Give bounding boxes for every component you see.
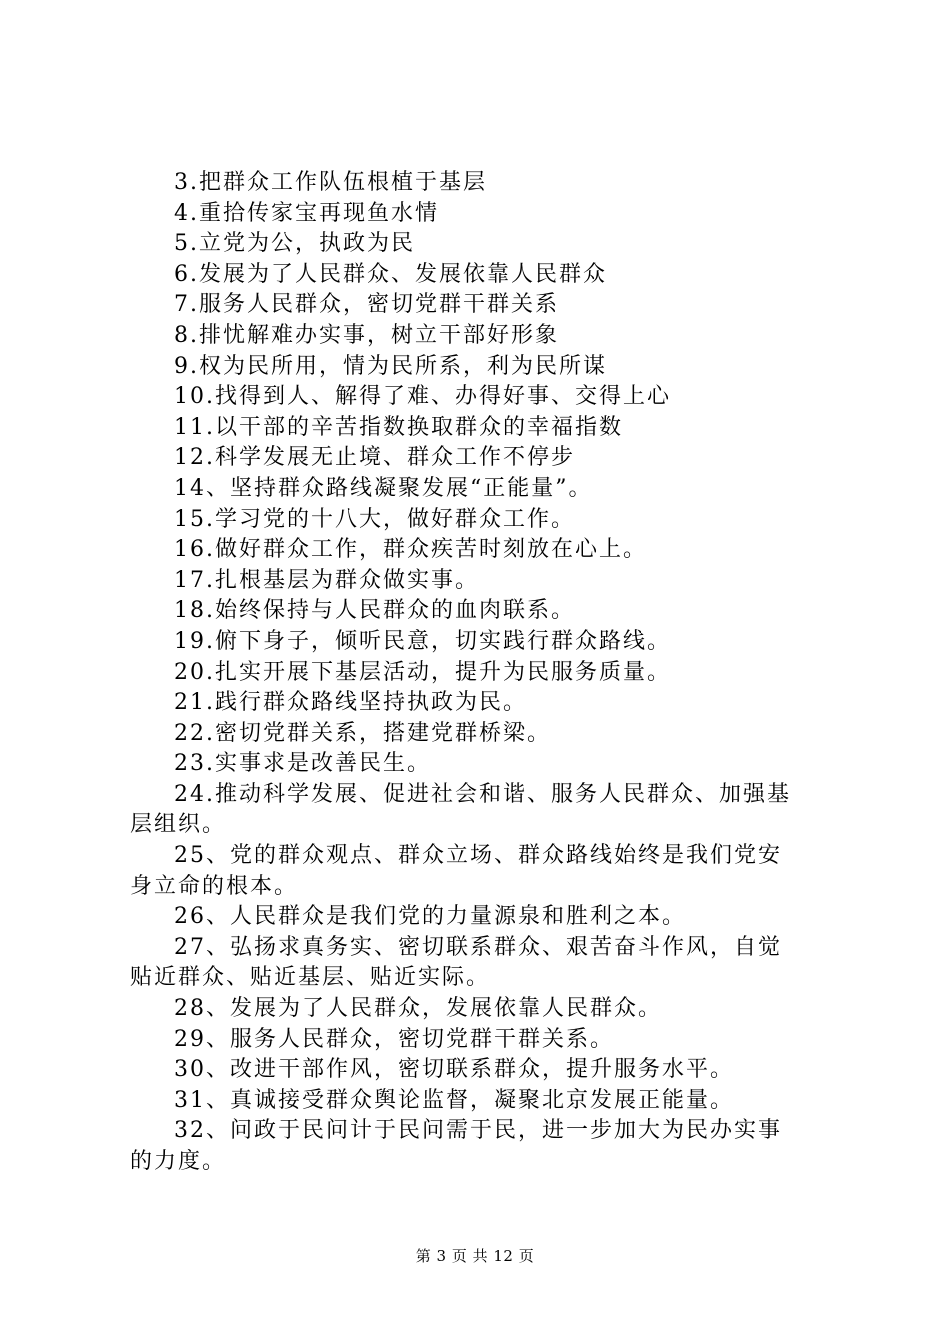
text-line: 11.以干部的辛苦指数换取群众的幸福指数	[174, 414, 623, 440]
text-line: 4.重拾传家宝再现鱼水情	[174, 200, 439, 226]
text-line: 9.权为民所用，情为民所系，利为民所谋	[174, 353, 607, 379]
text-line: 贴近群众、贴近基层、贴近实际。	[130, 965, 491, 991]
text-line: 25、党的群众观点、群众立场、群众路线始终是我们党安	[174, 843, 782, 869]
text-line: 6.发展为了人民群众、发展依靠人民群众	[174, 261, 607, 287]
text-line: 7.服务人民群众，密切党群干群关系	[174, 292, 559, 318]
text-line: 29、服务人民群众，密切党群干群关系。	[174, 1026, 614, 1052]
text-line: 15.学习党的十八大，做好群众工作。	[174, 506, 575, 532]
text-line: 22.密切党群关系，搭建党群桥梁。	[174, 720, 551, 746]
text-line: 28、发展为了人民群众，发展依靠人民群众。	[174, 996, 662, 1022]
text-line: 20.扎实开展下基层活动，提升为民服务质量。	[174, 659, 671, 685]
text-line: 10.找得到人、解得了难、办得好事、交得上心	[174, 384, 671, 410]
text-line: 16.做好群众工作，群众疾苦时刻放在心上。	[174, 537, 647, 563]
text-line: 23.实事求是改善民生。	[174, 751, 431, 777]
text-line: 30、改进干部作风，密切联系群众，提升服务水平。	[174, 1057, 734, 1083]
text-line: 31、真诚接受群众舆论监督，凝聚北京发展正能量。	[174, 1087, 734, 1113]
text-line: 3.把群众工作队伍根植于基层	[174, 170, 487, 195]
text-line: 27、弘扬求真务实、密切联系群众、艰苦奋斗作风，自觉	[174, 934, 782, 960]
text-line: 的力度。	[130, 1149, 227, 1174]
document-body	[130, 168, 840, 1178]
text-line: 8.排忧解难办实事，树立干部好形象	[174, 322, 559, 348]
text-line: 19.俯下身子，倾听民意，切实践行群众路线。	[174, 628, 671, 654]
text-line: 26、人民群众是我们党的力量源泉和胜利之本。	[174, 904, 686, 930]
text-line: 32、问政于民问计于民问需于民，进一步加大为民办实事	[174, 1118, 782, 1144]
text-line: 24.推动科学发展、促进社会和谐、服务人民群众、加强基	[174, 781, 791, 807]
page-footer: 第 3 页 共 12 页	[415, 1247, 535, 1265]
text-line: 5.立党为公，执政为民	[174, 231, 415, 257]
text-line: 14、坚持群众路线凝聚发展“正能量”。	[174, 475, 593, 501]
text-line: 层组织。	[130, 812, 227, 838]
text-line: 12.科学发展无止境、群众工作不停步	[174, 445, 575, 471]
text-line: 21.践行群众路线坚持执政为民。	[174, 690, 527, 716]
text-line: 18.始终保持与人民群众的血肉联系。	[174, 598, 575, 624]
text-line: 身立命的根本。	[130, 873, 299, 899]
text-line: 17.扎根基层为群众做实事。	[174, 567, 479, 593]
